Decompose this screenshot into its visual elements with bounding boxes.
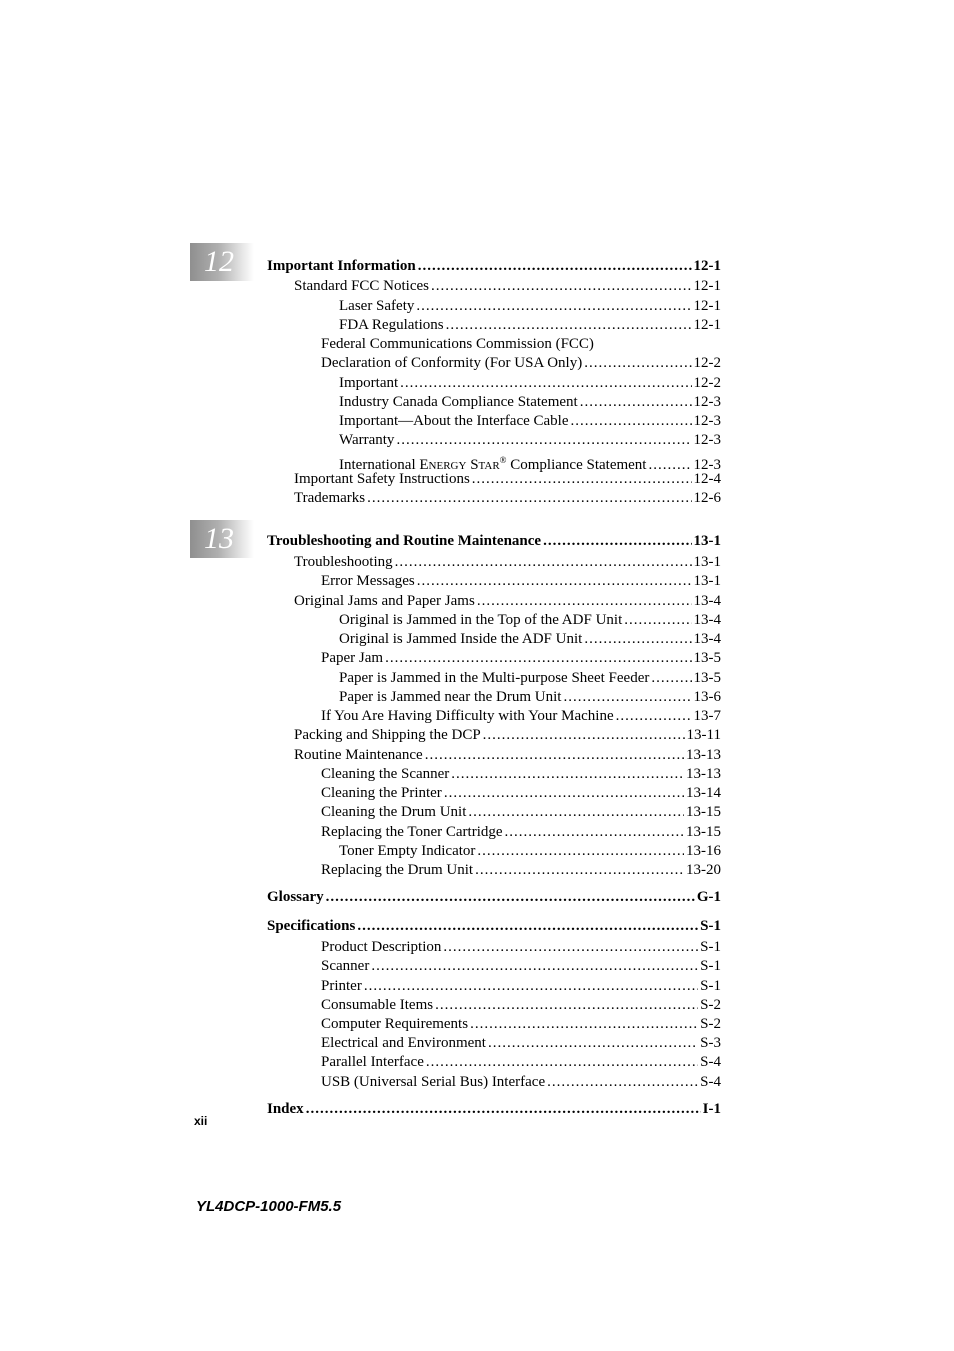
toc-entry-page: 12-6 [693,490,721,506]
toc-entry-page: S-1 [700,978,721,994]
toc-entry-title: Important Information [267,258,416,274]
toc-entry[interactable] [339,374,721,393]
chapter-number: 12 [204,245,234,278]
toc-entry[interactable] [321,1034,721,1053]
toc-entry-page: I-1 [702,1101,721,1117]
toc-entry[interactable] [321,784,721,803]
dot-leader [468,803,684,822]
toc-entry-title: Industry Canada Compliance Statement [339,394,578,410]
dot-leader [416,297,691,316]
toc-entry-title: Original is Jammed Inside the ADF Unit [339,631,583,647]
dot-leader [306,1100,701,1119]
toc-entry-page: S-3 [700,1035,721,1051]
dot-leader [477,592,692,611]
toc-entry-title: Cleaning the Scanner [321,766,450,782]
toc-entry-page: 13-7 [693,708,721,724]
toc-entry-page: G-1 [696,889,721,905]
dot-leader [616,707,692,726]
toc-entry-page: S-2 [700,1016,721,1032]
toc-entry-page: 13-4 [693,593,721,609]
toc-entry-title: Federal Communications Commission (FCC) [321,336,594,352]
toc-entry[interactable] [321,957,721,976]
dot-leader [488,1034,698,1053]
toc-entry[interactable] [321,996,721,1015]
toc-entry[interactable] [321,803,721,822]
toc-entry-title: Consumable Items [321,997,434,1013]
toc-entry-page: 13-5 [693,670,721,686]
toc-entry-page: 12-1 [693,298,721,314]
toc-entry[interactable] [339,669,721,688]
toc-entry-title: Index [267,1101,304,1117]
toc-entry-page: 12-2 [693,355,721,371]
dot-leader [395,553,692,572]
dot-leader [584,630,691,649]
toc-entry-page: 13-13 [686,747,721,763]
toc-entry[interactable] [339,431,721,450]
toc-section-heading[interactable] [267,1100,721,1119]
toc-entry-page: 13-1 [693,533,721,549]
toc-entry-page: 13-13 [686,766,721,782]
toc-section-heading[interactable] [267,888,721,907]
dot-leader [444,784,684,803]
toc-entry-page: 13-15 [686,804,721,820]
toc-entry-page: 13-5 [693,650,721,666]
toc-entry[interactable] [294,553,721,572]
toc-entry-title: Glossary [267,889,324,905]
toc-entry[interactable] [339,611,721,630]
dot-leader [417,572,692,591]
toc-entry-title: Routine Maintenance [294,747,423,763]
toc-entry-title: Computer Requirements [321,1016,469,1032]
toc-entry-title: Standard FCC Notices [294,278,429,294]
toc-entry-page: 12-2 [693,375,721,391]
page-number: xii [194,1114,208,1128]
toc-entry-page: 12-3 [693,432,721,448]
dot-leader [367,489,691,508]
chapter-number: 13 [204,522,234,555]
toc-entry-title: Electrical and Environment [321,1035,486,1051]
toc-entry-page: 13-6 [693,689,721,705]
toc-entry[interactable] [294,277,721,296]
dot-leader [385,649,691,668]
dot-leader [446,316,692,335]
dot-leader [547,1073,698,1092]
dot-leader [624,611,691,630]
toc-entry-page: 13-16 [686,843,721,859]
dot-leader [400,374,691,393]
toc-section-heading[interactable] [267,532,721,551]
dot-leader [396,431,691,450]
toc-entry-title: Paper Jam [321,650,384,666]
dot-leader [584,354,691,373]
toc-entry-page: S-4 [700,1054,721,1070]
toc-entry-page: 12-1 [693,258,721,274]
toc-entry-page: S-4 [700,1074,721,1090]
toc-entry-title: Important—About the Interface Cable [339,413,569,429]
toc-entry[interactable] [321,938,721,957]
dot-leader [451,765,684,784]
toc-entry-page: 13-14 [686,785,721,801]
toc-entry-title: Printer [321,978,362,994]
toc-entry[interactable] [339,412,721,431]
toc-entry-title: Packing and Shipping the DCP [294,727,481,743]
toc-entry[interactable] [294,470,721,489]
toc-entry[interactable] [321,335,594,354]
toc-entry-title: FDA Regulations [339,317,444,333]
toc-entry-page: 12-3 [693,457,721,473]
dot-leader [571,412,692,431]
dot-leader [435,996,698,1015]
toc-entry-title: Troubleshooting [294,554,393,570]
toc-entry-title: Original is Jammed in the Top of the ADF Unit [339,612,623,628]
toc-entry-title: Warranty [339,432,395,448]
dot-leader [357,917,698,936]
footer-document-code: YL4DCP-1000-FM5.5 [196,1198,342,1215]
toc-entry-page: 13-1 [693,573,721,589]
toc-entry-page: 12-3 [693,394,721,410]
toc-entry-title: If You Are Having Difficulty with Your Machine [321,708,614,724]
dot-leader [418,257,692,276]
toc-entry[interactable] [321,823,721,842]
dot-leader [364,977,698,996]
toc-entry-title: Replacing the Toner Cartridge [321,824,503,840]
toc-entry-title: USB (Universal Serial Bus) Interface [321,1074,546,1090]
toc-entry[interactable] [321,572,721,591]
toc-entry-title: Cleaning the Drum Unit [321,804,467,820]
toc-entry[interactable] [339,297,721,316]
toc-entry[interactable] [339,451,721,473]
toc-entry-title: Scanner [321,958,370,974]
toc-entry-title: Cleaning the Printer [321,785,442,801]
toc-entry-page: 12-3 [693,413,721,429]
toc-entry[interactable] [339,630,721,649]
toc-entry[interactable] [339,688,721,707]
toc-entry-page: 12-1 [693,317,721,333]
toc-entry-page: 13-11 [686,727,721,743]
toc-entry[interactable] [294,746,721,765]
dot-leader [651,669,691,688]
dot-leader [371,957,698,976]
toc-entry-title: Troubleshooting and Routine Maintenance [267,533,542,549]
toc-entry-page: 13-20 [686,862,721,878]
toc-entry-title: International ENERGY STAR® Compliance Statement [339,455,647,473]
toc-entry[interactable] [321,1015,721,1034]
toc-entry-page: S-1 [700,958,721,974]
dot-leader [472,470,692,489]
toc-entry-page: 12-1 [693,278,721,294]
toc-entry[interactable] [321,649,721,668]
toc-entry-title: Product Description [321,939,442,955]
toc-entry[interactable] [321,1053,721,1072]
toc-entry[interactable] [321,977,721,996]
dot-leader [431,277,692,296]
toc-entry-title: Important [339,375,399,391]
dot-leader [563,688,691,707]
toc-entry-page: S-1 [700,918,721,934]
toc-entry-title: Trademarks [294,490,366,506]
dot-leader [580,393,692,412]
toc-entry-page: 13-1 [693,554,721,570]
toc-entry-title: Specifications [267,918,356,934]
toc-entry-title: Paper is Jammed in the Multi-purpose Sheet Feeder [339,670,650,686]
toc-entry[interactable] [321,765,721,784]
toc-entry-title: Replacing the Drum Unit [321,862,474,878]
dot-leader [543,532,691,551]
toc-entry-title: Important Safety Instructions [294,471,470,487]
toc-entry[interactable] [321,861,721,880]
toc-entry-title: Toner Empty Indicator [339,843,476,859]
dot-leader [475,861,684,880]
dot-leader [425,746,684,765]
toc-entry-title: Paper is Jammed near the Drum Unit [339,689,562,705]
toc-entry-title: Laser Safety [339,298,415,314]
toc-entry-page: 13-4 [693,612,721,628]
toc-entry[interactable] [339,842,721,861]
dot-leader [426,1053,698,1072]
toc-entry-page: S-1 [700,939,721,955]
toc-entry[interactable] [339,316,721,335]
toc-entry[interactable] [339,393,721,412]
dot-leader [326,888,695,907]
dot-leader [443,938,698,957]
toc-entry-title: Declaration of Conformity (For USA Only) [321,355,583,371]
toc-entry[interactable] [321,354,721,373]
toc-entry[interactable] [294,489,721,508]
toc-entry-page: 12-4 [693,471,721,487]
toc-entry[interactable] [294,592,721,611]
toc-entry[interactable] [321,1073,721,1092]
toc-section-heading[interactable] [267,917,721,936]
toc-entry[interactable] [294,726,721,745]
toc-entry-page: 13-4 [693,631,721,647]
toc-entry[interactable] [321,707,721,726]
dot-leader [477,842,684,861]
toc-entry-page: 13-15 [686,824,721,840]
dot-leader [483,726,685,745]
toc-entry-title: Parallel Interface [321,1054,424,1070]
toc-section-heading[interactable] [267,257,721,276]
dot-leader [505,823,684,842]
toc-entry-title: Error Messages [321,573,415,589]
toc-entry-page: S-2 [700,997,721,1013]
dot-leader [470,1015,698,1034]
toc-entry-title: Original Jams and Paper Jams [294,593,475,609]
